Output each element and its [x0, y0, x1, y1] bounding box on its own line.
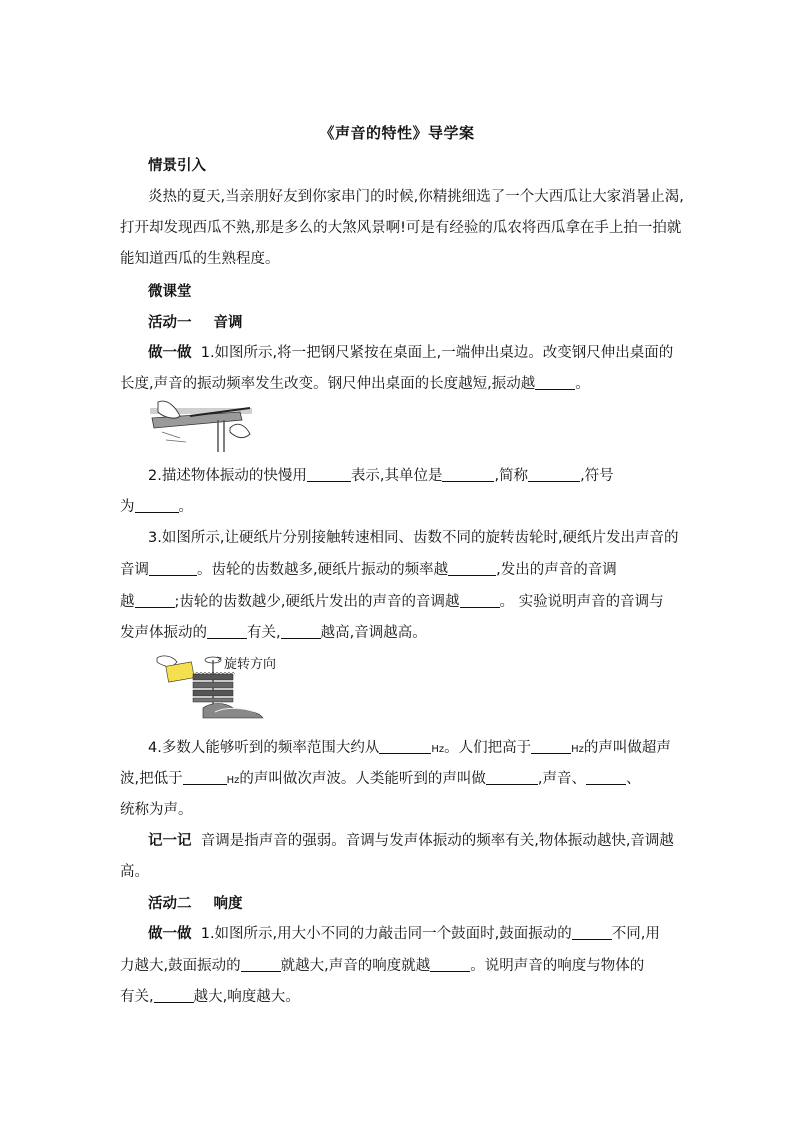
activity2-q1-line3: 有关, 越大,响度越大。 [120, 989, 300, 1005]
activity1-q4-line2: 波,把低于 Hz的声叫做次声波。人类能听到的声叫做 ,声音、 、 [120, 771, 641, 787]
do-label: 做一做 [148, 345, 192, 361]
answer-blank[interactable] [535, 375, 575, 390]
activity1-q1-line1: 做一做 1.如图所示,将一把钢尺紧按在桌面上,一端伸出桌边。改变钢尺伸出桌面的 [148, 345, 674, 361]
activity2-heading: 活动二 响度 [148, 896, 243, 912]
gear-rotation-label: 旋转方向 [224, 657, 277, 672]
intro-line-2: 打开却发现西瓜不熟,那是多么的大煞风景啊!可是有经验的瓜农将西瓜拿在手上拍一拍就 [120, 220, 682, 236]
activity1-q3-line3: 越 ;齿轮的齿数越少,硬纸片发出的声音的音调越 。 实验说明声音的音调与 [120, 594, 664, 610]
answer-blank[interactable] [135, 498, 179, 513]
answer-blank[interactable] [486, 770, 538, 785]
answer-blank[interactable] [207, 624, 247, 639]
answer-blank[interactable] [528, 467, 580, 482]
remember-label: 记一记 [148, 833, 192, 849]
section-heading-intro: 情景引入 [148, 158, 206, 174]
activity1-q2-line2: 为 。 [120, 499, 193, 515]
answer-blank[interactable] [572, 925, 612, 940]
answer-blank[interactable] [531, 739, 571, 754]
activity1-q3-line1: 3.如图所示,让硬纸片分别接触转速相同、齿数不同的旋转齿轮时,硬纸片发出声音的 [148, 530, 679, 546]
activity1-q4-line1: 4.多数人能够听到的频率范围大约从 Hz。人们把高于 Hz的声叫做超声 [148, 740, 671, 756]
section-heading-micro: 微课堂 [148, 284, 192, 300]
activity1-q4-line3: 统称为声。 [120, 802, 193, 818]
answer-blank[interactable] [307, 467, 351, 482]
answer-blank[interactable] [183, 770, 227, 785]
answer-blank[interactable] [135, 593, 175, 608]
answer-blank[interactable] [586, 770, 626, 785]
remember-line2: 高。 [120, 864, 149, 880]
answer-blank[interactable] [460, 593, 500, 608]
answer-blank[interactable] [448, 561, 496, 576]
activity1-q3-line4: 发声体振动的 有关, 越高,音调越高。 [120, 625, 427, 641]
ruler-experiment-figure [150, 398, 252, 454]
intro-line-3: 能知道西瓜的生熟程度。 [120, 251, 280, 267]
answer-blank[interactable] [430, 957, 470, 972]
answer-blank[interactable] [442, 467, 494, 482]
do-label: 做一做 [148, 926, 192, 942]
activity1-q2-line1: 2.描述物体振动的快慢用 表示,其单位是 ,简称 ,符号 [148, 468, 614, 484]
activity1-q1-line2: 长度,声音的振动频率发生改变。钢尺伸出桌面的长度越短,振动越 。 [120, 376, 590, 392]
answer-blank[interactable] [379, 739, 431, 754]
answer-blank[interactable] [241, 957, 281, 972]
activity2-q1-line2: 力越大,鼓面振动的 就越大,声音的响度就越 。说明声音的响度与物体的 [120, 958, 645, 974]
remember-line1: 记一记 音调是指声音的强弱。音调与发声体振动的频率有关,物体振动越快,音调越 [148, 833, 674, 849]
activity1-q3-line2: 音调 。齿轮的齿数越多,硬纸片振动的频率越 ,发出的声音的音调 [120, 562, 617, 578]
intro-line-1: 炎热的夏天,当亲朋好友到你家串门的时候,你精挑细选了一个大西瓜让大家消暑止渴, [148, 189, 684, 205]
activity1-heading: 活动一 音调 [148, 315, 243, 331]
answer-blank[interactable] [281, 624, 321, 639]
activity2-q1-line1: 做一做 1.如图所示,用大小不同的力敲击同一个鼓面时,鼓面振动的 不同,用 [148, 926, 660, 942]
answer-blank[interactable] [154, 988, 194, 1003]
page-title: 《声音的特性》导学案 [319, 124, 475, 142]
answer-blank[interactable] [149, 561, 197, 576]
